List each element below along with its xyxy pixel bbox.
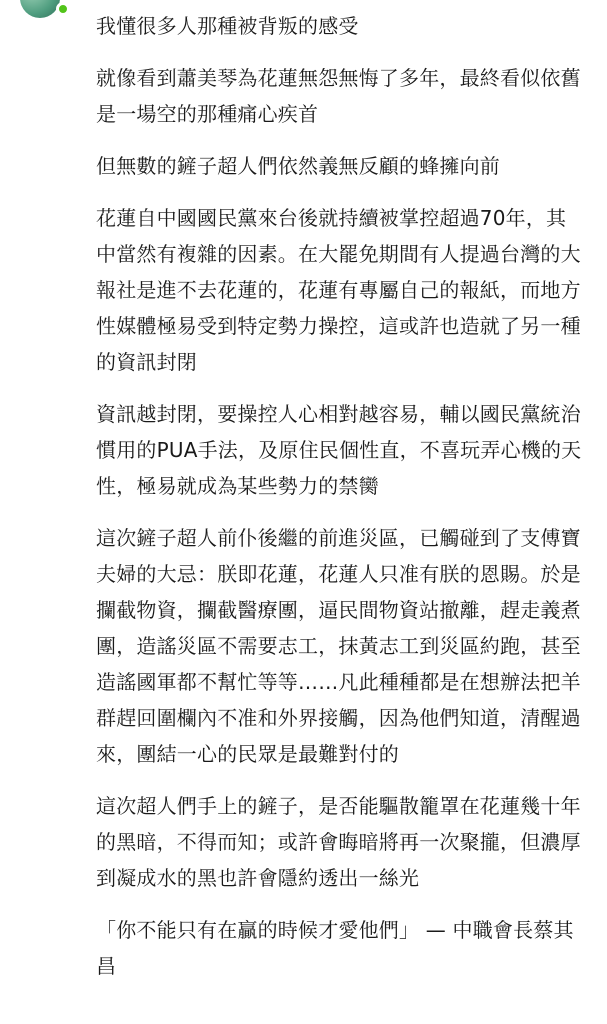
post-paragraph: 我懂很多人那種被背叛的感受 <box>96 14 359 38</box>
post-paragraph: 但無數的鏟子超人們依然義無反顧的蜂擁向前 <box>96 154 500 178</box>
post-paragraph: 花蓮自中國國民黨來台後就持續被掌控超過70年，其中當然有複雜的因素。在大罷免期間有人提過台灣的大報社是進不去花蓮的，花蓮有專屬自己的報紙，而地方性媒體極易受到特定勢力操控，這或許也造就了另一種的資訊封閉 <box>96 206 581 374</box>
post-paragraph: 就像看到蕭美琴為花蓮無怨無悔了多年，最終看似依舊是一場空的那種痛心疾首 <box>96 66 581 126</box>
post-paragraph: 這次超人們手上的鏟子，是否能驅散籠罩在花蓮幾十年的黑暗，不得而知；或許會晦暗將再一次聚攏，但濃厚到凝成水的黑也許會隱約透出一絲光 <box>96 794 581 890</box>
post-body <box>96 8 586 1000</box>
post-paragraph: 資訊越封閉，要操控人心相對越容易，輔以國民黨統治慣用的PUA手法，及原住民個性直，不喜玩弄心機的天性，極易就成為某些勢力的禁臠 <box>96 402 582 498</box>
online-status-dot <box>56 2 70 16</box>
avatar[interactable] <box>20 0 60 18</box>
post-paragraph: 這次鏟子超人前仆後繼的前進災區，已觸碰到了支傅寶夫婦的大忌：朕即花蓮，花蓮人只准有朕的恩賜。於是攔截物資，攔截醫療團，逼民間物資站撤離，趕走義煮團，造謠災區不需要志工，抹黃志工到災區約跑，甚至造謠國軍都不幫忙等等……凡此種種都是在想辦法把羊群趕回圍欄內不准和外界接觸，因為他們知道，清醒過來，團結一心的民眾是最難對付的 <box>96 526 581 766</box>
author-avatar-area[interactable] <box>20 0 68 18</box>
post-quote: 「你不能只有在贏的時候才愛他們」 — 中職會長蔡其昌 <box>96 918 574 978</box>
